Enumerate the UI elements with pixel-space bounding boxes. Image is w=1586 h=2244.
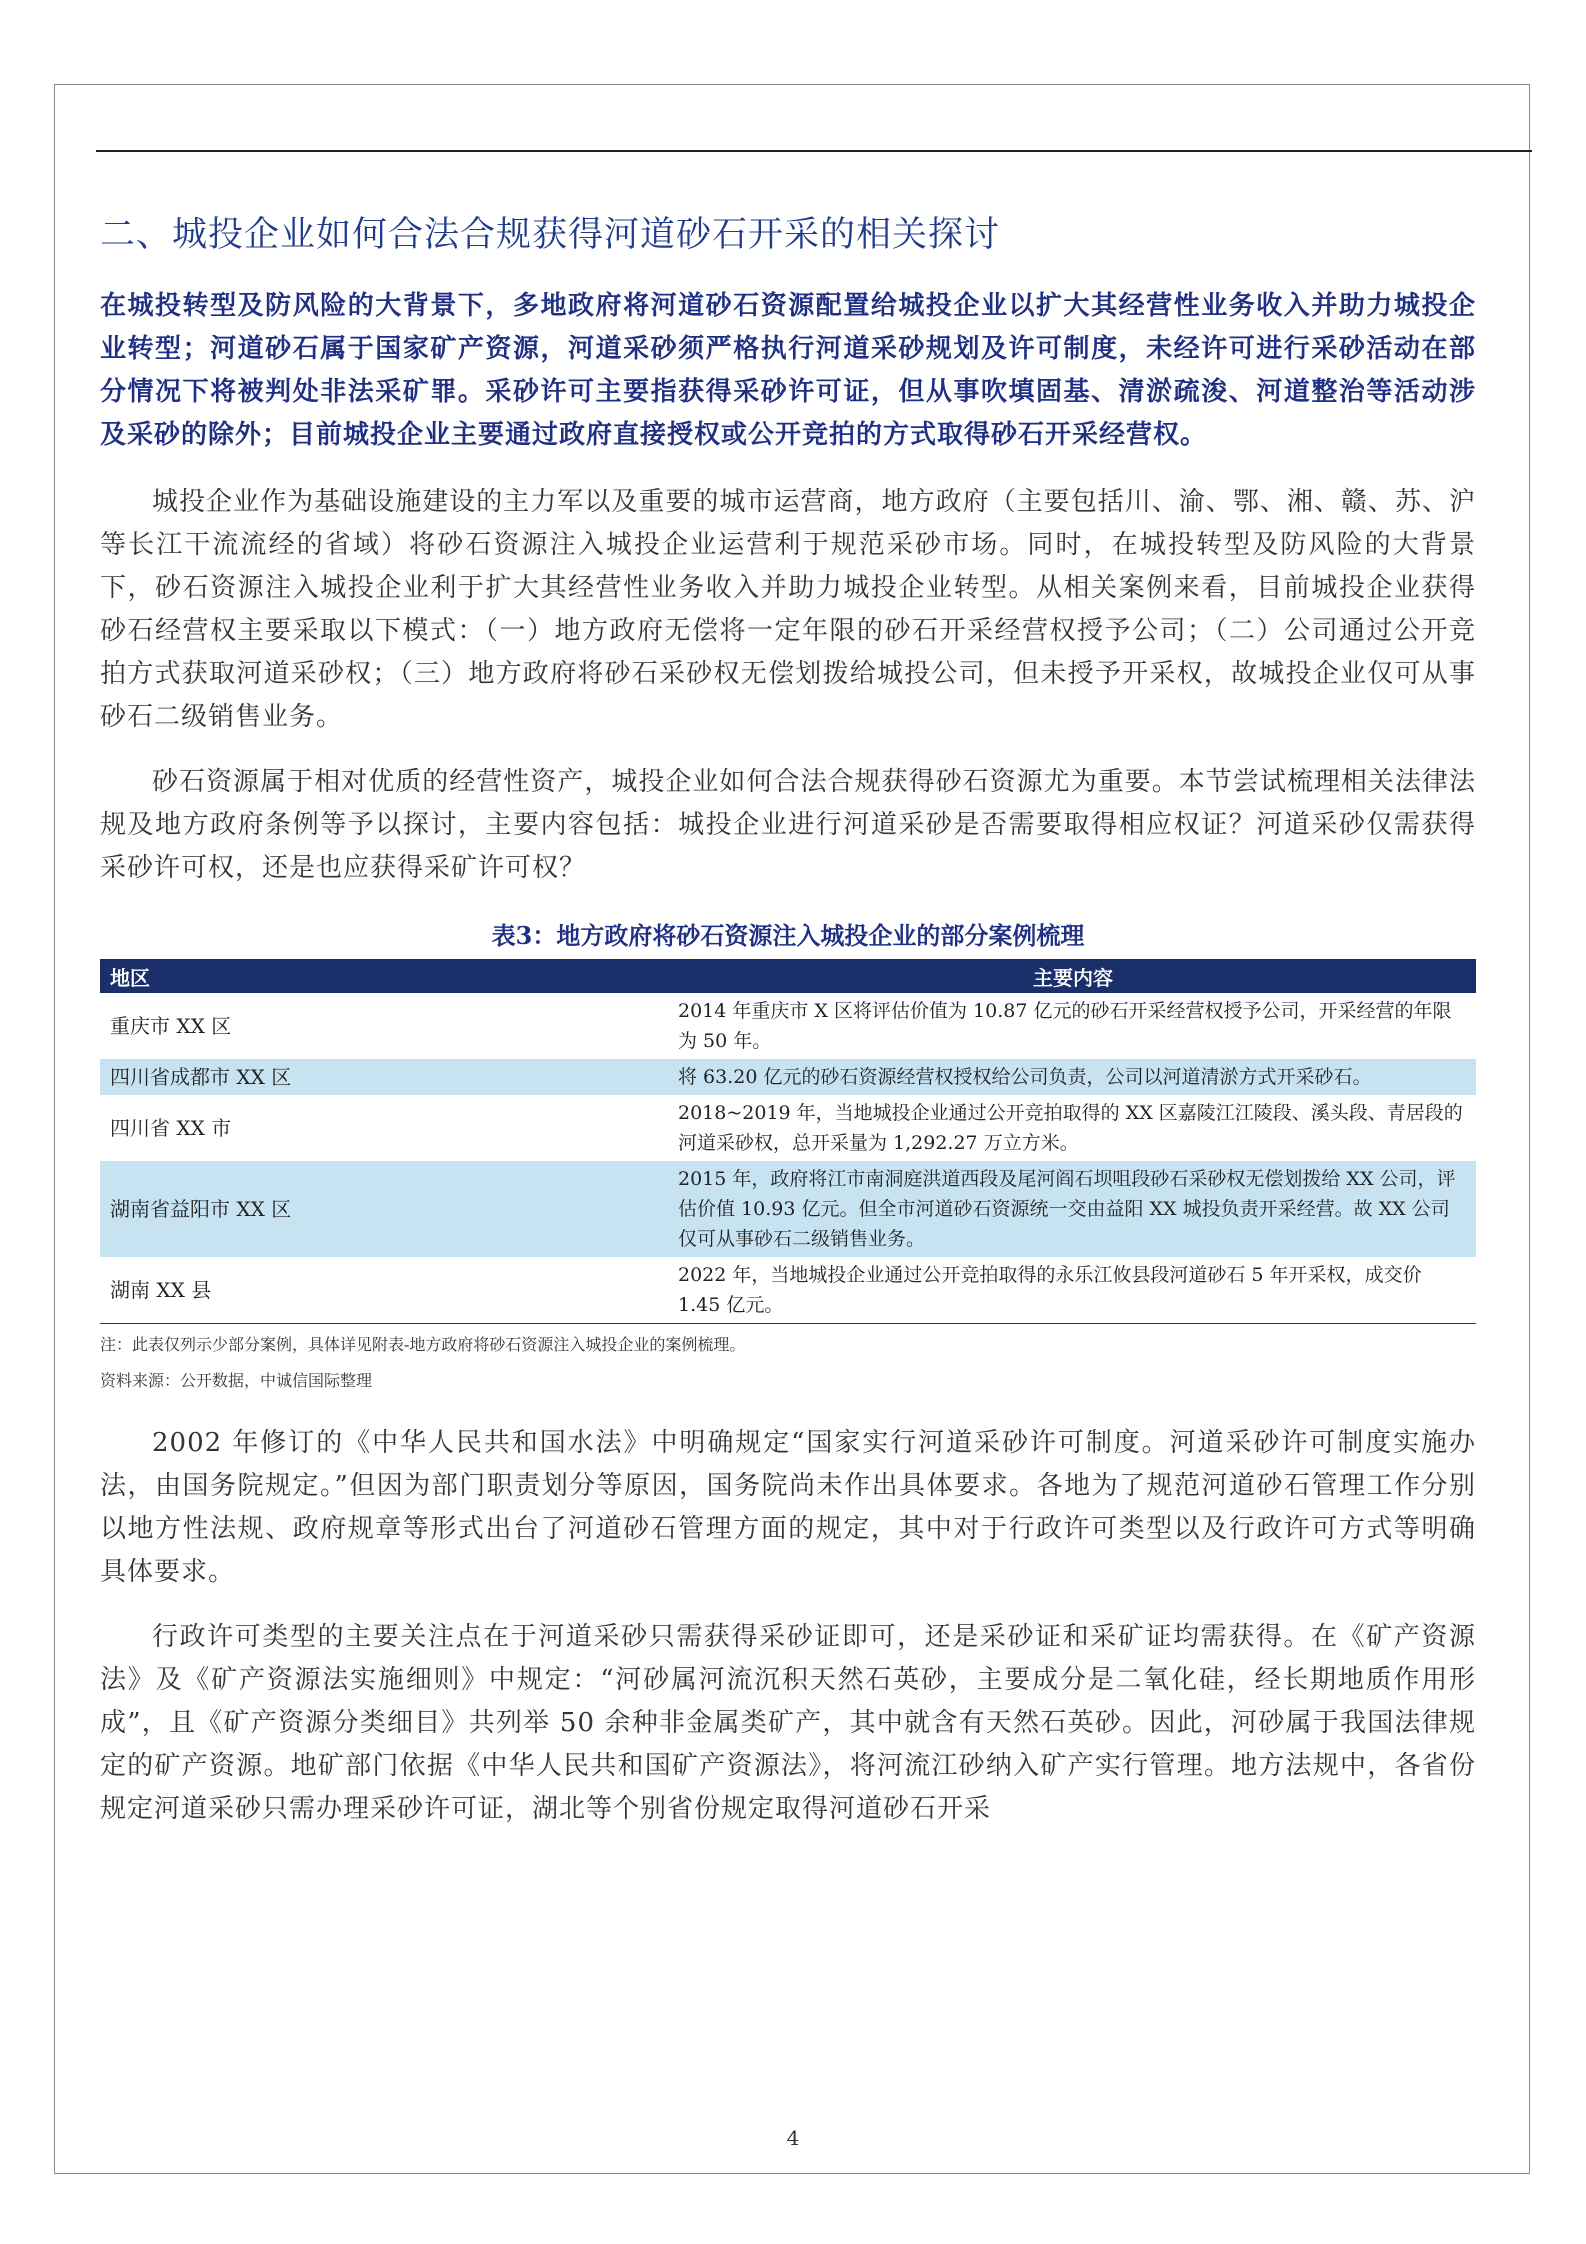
table-row bbox=[100, 1095, 1476, 1161]
table-row bbox=[100, 1257, 1476, 1324]
row-region: 四川省 XX 市 bbox=[110, 1116, 232, 1140]
table-row bbox=[100, 1161, 1476, 1257]
row-region: 湖南 XX 县 bbox=[100, 1257, 670, 1324]
row-content: 2022 年，当地城投企业通过公开竞拍取得的永乐江攸县段河道砂石 5 年开采权，成交价 1.45 亿元。 bbox=[670, 1257, 1476, 1324]
section-title: 二、城投企业如何合法合规获得河道砂石开采的相关探讨 bbox=[100, 215, 1001, 255]
table-row bbox=[100, 1059, 1476, 1095]
paragraph-4: 行政许可类型的主要关注点在于河道采砂只需获得采砂证即可，还是采砂证和采矿证均需获得。在《矿产资源法》及《矿产资源法实施细则》中规定：“河砂属河流沉积天然石英砂，主要成分是二氧化硅，经长期地质作用形成”，且《矿产资源分类细目》共列举 50 余种非金属类矿产，其中就含有天然石英砂。因此，河砂属于我国法律规定的矿产资源。地矿部门依据《中华人民共和国矿产资源法》，将河流江砂纳入矿产实行管理。地方法规中，各省份规定河道采砂只需办理采砂许可证，湖北等个别省份规定取得河道砂石开采 bbox=[100, 1622, 1476, 1824]
paragraph-1: 城投企业作为基础设施建设的主力军以及重要的城市运营商，地方政府（主要包括川、渝、鄂、湘、赣、苏、沪等长江干流流经的省域）将砂石资源注入城投企业运营利于规范采砂市场。同时，在城投转型及防风险的大背景下，砂石资源注入城投企业利于扩大其经营性业务收入并助力城投企业转型。从相关案例来看，目前城投企业获得砂石经营权主要采取以下模式：（一）地方政府无偿将一定年限的砂石开采经营权授予公司；（二）公司通过公开竞拍方式获取河道采砂权；（三）地方政府将砂石采砂权无偿划拨给城投公司，但未授予开采权，故城投企业仅可从事砂石二级销售业务。 bbox=[100, 487, 1476, 732]
section-summary: 在城投转型及防风险的大背景下，多地政府将河道砂石资源配置给城投企业以扩大其经营性业务收入并助力城投企业转型；河道砂石属于国家矿产资源，河道采砂须严格执行河道采砂规划及许可制度，未经许可进行采砂活动在部分情况下将被判处非法采矿罪。采砂许可主要指获得采砂许可证，但从事吹填固基、清淤疏浚、河道整治等活动涉及采砂的除外；目前城投企业主要通过政府直接授权或公开竞拍的方式取得砂石开采经营权。 bbox=[100, 291, 1476, 450]
page-number: 4 bbox=[786, 2126, 800, 2150]
row-content: 将 63.20 亿元的砂石资源经营权授权给公司负责，公司以河道清淤方式开采砂石。 bbox=[670, 1059, 1476, 1095]
table-row bbox=[100, 993, 1476, 1059]
table-note: 注：此表仅列示少部分案例，具体详见附表-地方政府将砂石资源注入城投企业的案例梳理。 bbox=[100, 1335, 746, 1354]
header-content: 主要内容 bbox=[670, 959, 1476, 993]
row-content: 2018~2019 年，当地城投企业通过公开竞拍取得的 XX 区嘉陵江江陵段、溪头段、青居段的河道采砂权，总开采量为 1,292.27 万立方米。 bbox=[678, 1102, 1463, 1154]
header-region: 地区 bbox=[100, 959, 670, 993]
cases-table bbox=[100, 959, 1476, 1324]
paragraph-2: 砂石资源属于相对优质的经营性资产，城投企业如何合法合规获得砂石资源尤为重要。本节尝试梳理相关法律法规及地方政府条例等予以探讨，主要内容包括：城投企业进行河道采砂是否需要取得相应权证？河道采砂仅需获得采砂许可权，还是也应获得采矿许可权？ bbox=[100, 767, 1476, 883]
row-content: 2015 年，政府将江市南洞庭洪道西段及尾河阎石坝咀段砂石采砂权无偿划拨给 XX 公司，评估价值 10.93 亿元。但全市河道砂石资源统一交由益阳 XX 城投负责开采经营。故 XX 公司仅可从事砂石二级销售业务。 bbox=[670, 1161, 1476, 1257]
row-region: 重庆市 XX 区 bbox=[110, 1014, 232, 1038]
paragraph-3: 2002 年修订的《中华人民共和国水法》中明确规定“国家实行河道采砂许可制度。河道采砂许可制度实施办法，由国务院规定。”但因为部门职责划分等原因，国务院尚未作出具体要求。各地为了规范河道砂石管理工作分别以地方性法规、政府规章等形式出台了河道砂石管理方面的规定，其中对于行政许可类型以及行政许可方式等明确具体要求。 bbox=[100, 1428, 1476, 1587]
row-region: 湖南省益阳市 XX 区 bbox=[100, 1161, 670, 1257]
table-source: 资料来源：公开数据，中诚信国际整理 bbox=[100, 1371, 373, 1390]
page-content bbox=[100, 195, 1476, 1853]
header-rule bbox=[96, 150, 1532, 152]
table-header-row bbox=[100, 959, 1476, 993]
table-title: 表3：地方政府将砂石资源注入城投企业的部分案例梳理 bbox=[491, 921, 1085, 950]
row-content: 2014 年重庆市 X 区将评估价值为 10.87 亿元的砂石开采经营权授予公司，开采经营的年限为 50 年。 bbox=[678, 1000, 1452, 1052]
row-region: 四川省成都市 XX 区 bbox=[100, 1059, 670, 1095]
